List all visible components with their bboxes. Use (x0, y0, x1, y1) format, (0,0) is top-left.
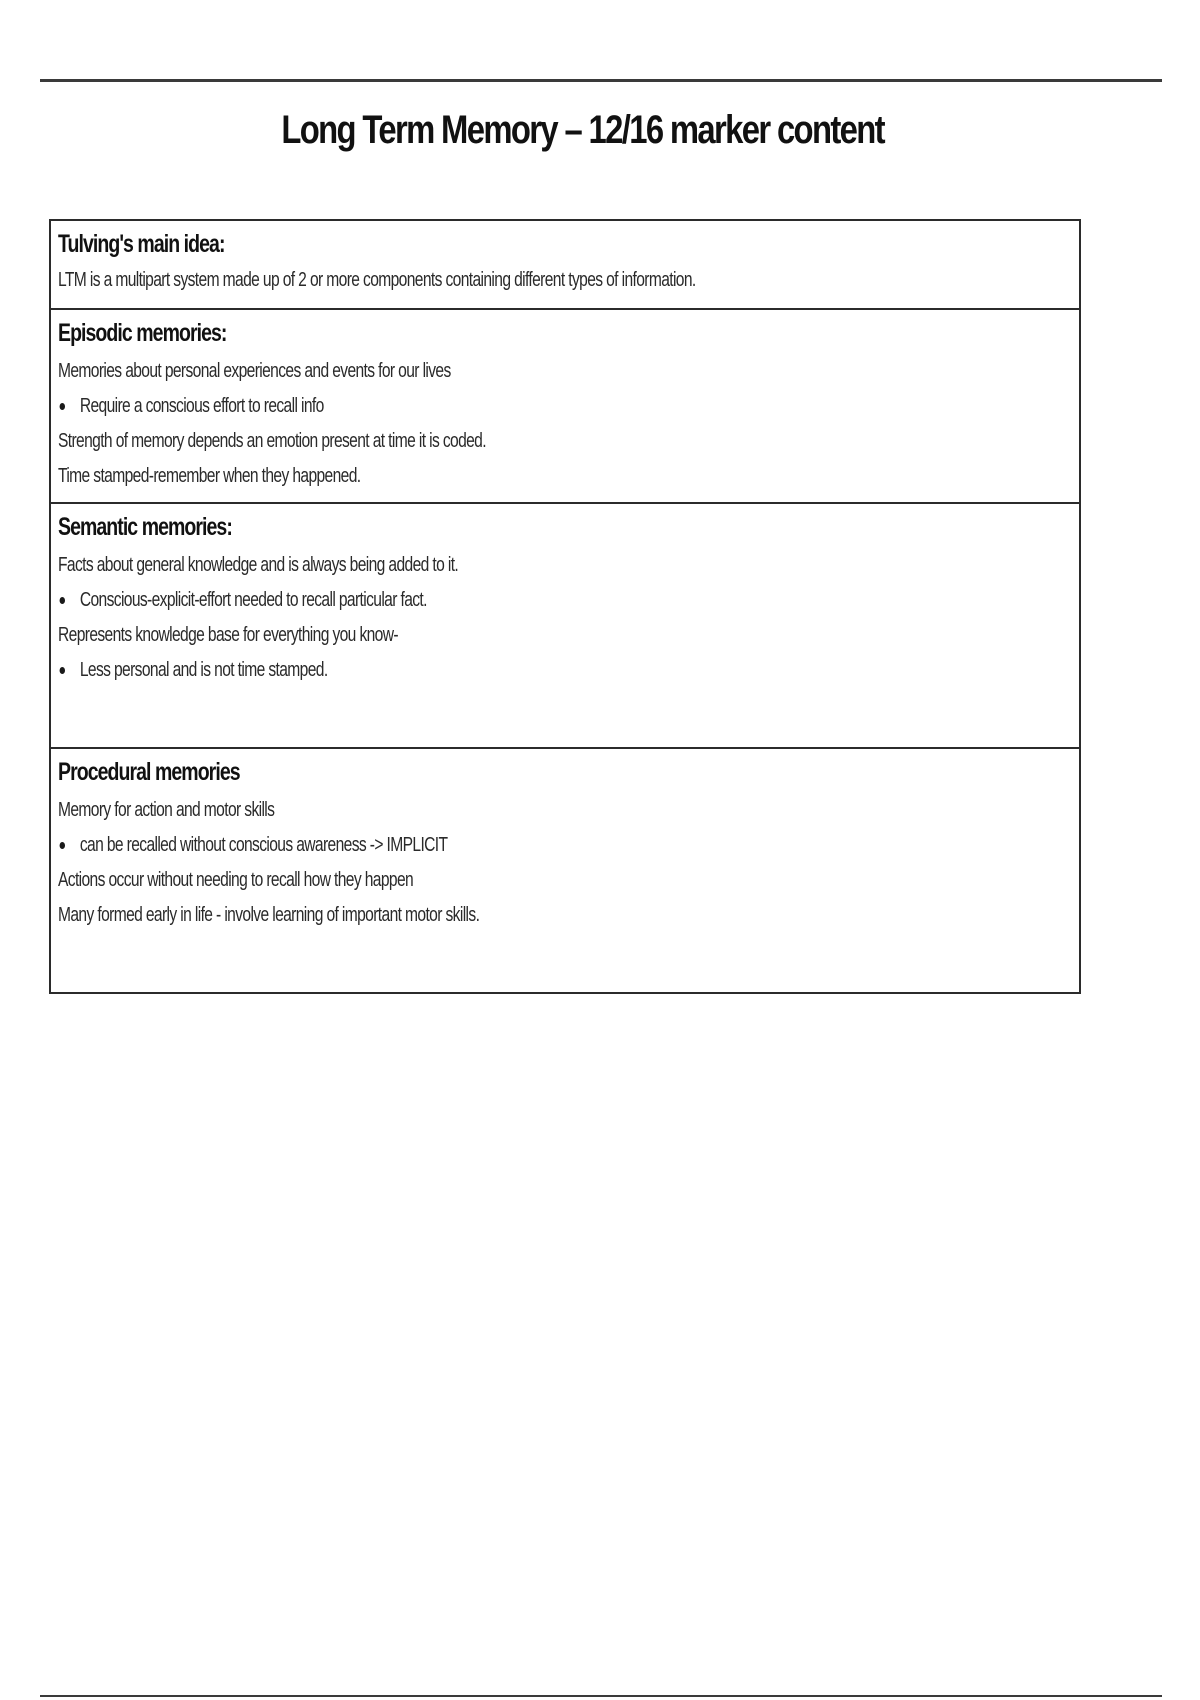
section-heading: Episodic memories: (58, 319, 227, 347)
top-divider (40, 79, 1162, 82)
section-episodic (49, 308, 1081, 504)
section-line: Actions occur without needing to recall how they happen (58, 869, 414, 891)
section-line: Memory for action and motor skills (58, 799, 275, 821)
bullet-icon (60, 403, 65, 410)
bullet-line: Require a conscious effort to recall info (58, 389, 854, 424)
bottom-divider (40, 1695, 1162, 1697)
bullet-line: Conscious-explicit-effort needed to recall particular fact. (58, 583, 854, 618)
section-heading: Procedural memories (58, 758, 240, 786)
section-line: Strength of memory depends an emotion present at time it is coded. (58, 430, 486, 452)
content-table (49, 221, 1081, 994)
section-line: Time stamped-remember when they happened. (58, 465, 361, 487)
section-line: Facts about general knowledge and is always being added to it. (58, 554, 459, 576)
bullet-icon (60, 667, 65, 674)
bullet-line: Less personal and is not time stamped. (58, 653, 854, 688)
page-title: Long Term Memory – 12/16 marker content (281, 108, 884, 152)
section-tulving (49, 219, 1081, 310)
section-line: Represents knowledge base for everything you know- (58, 624, 398, 646)
section-semantic (49, 502, 1081, 749)
section-line: Many formed early in life - involve learning of important motor skills. (58, 904, 480, 926)
bullet-icon (60, 597, 65, 604)
section-line: Memories about personal experiences and events for our lives (58, 360, 451, 382)
bullet-line: can be recalled without conscious awareness -> IMPLICIT (58, 828, 854, 863)
section-line: LTM is a multipart system made up of 2 or more components containing different types of information. (58, 269, 696, 291)
section-heading: Tulving's main idea: (58, 230, 225, 258)
section-heading: Semantic memories: (58, 513, 232, 541)
section-procedural (49, 747, 1081, 994)
bullet-icon (60, 842, 65, 849)
